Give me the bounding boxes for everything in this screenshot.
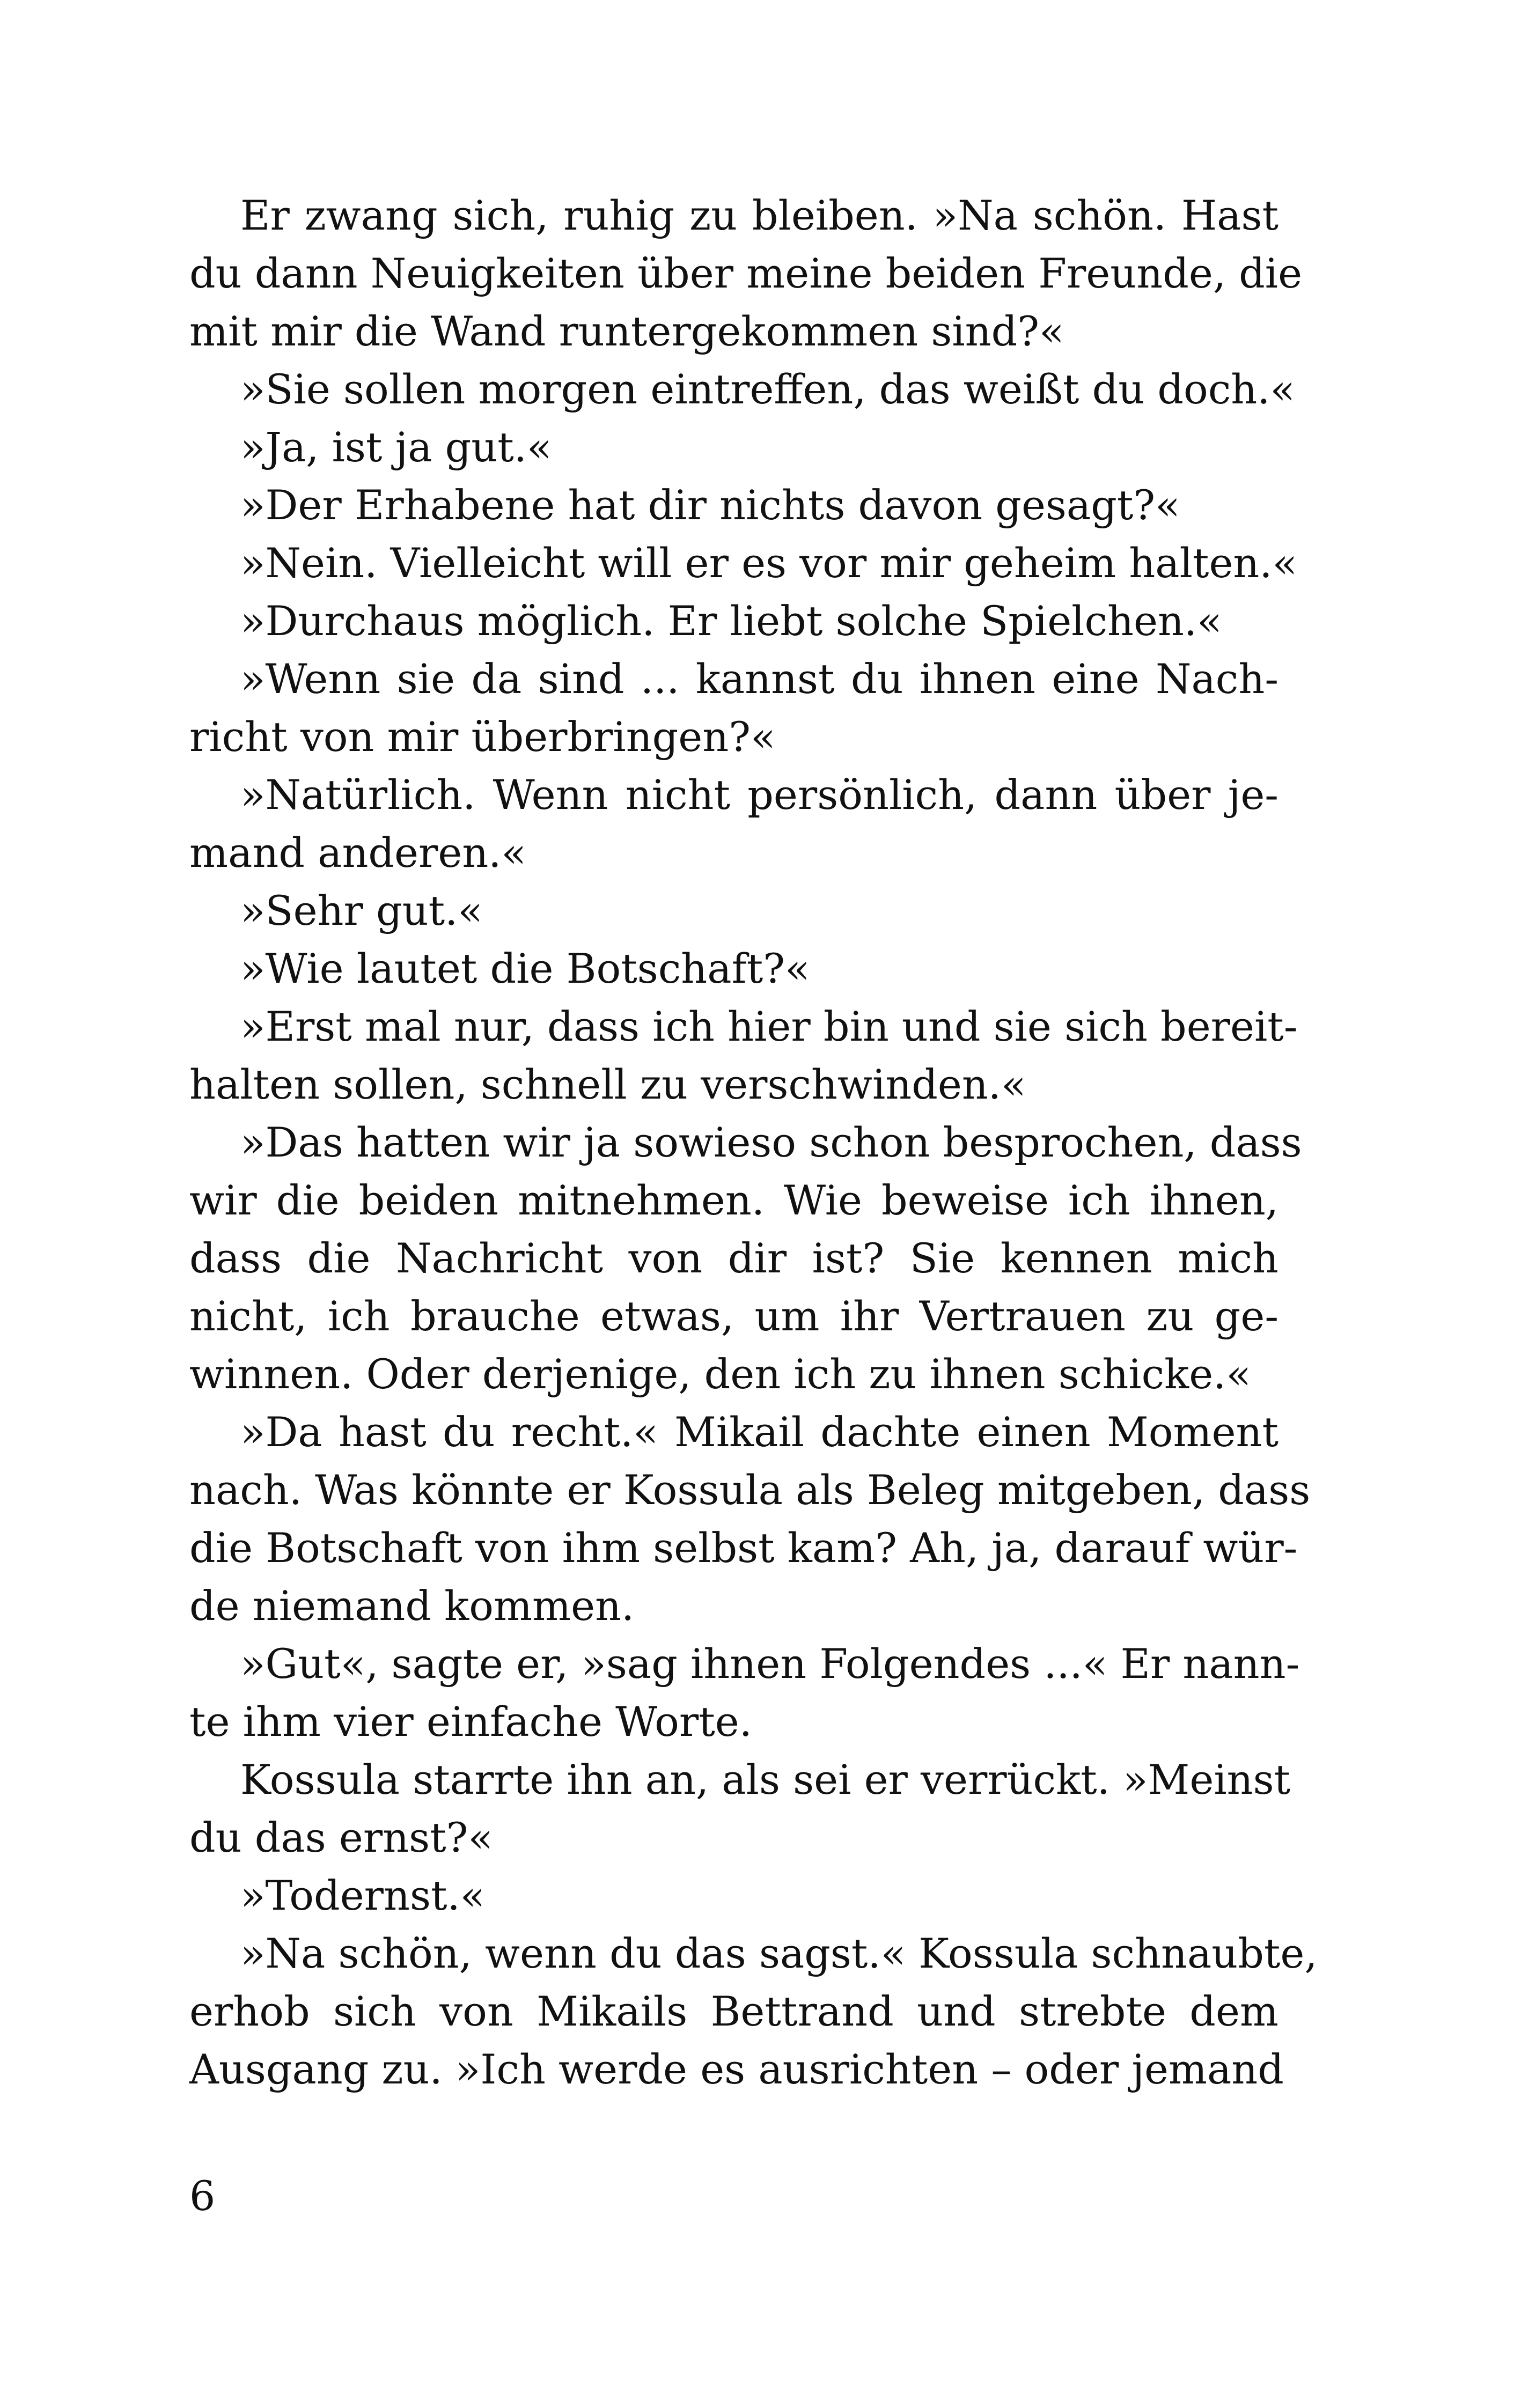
text-line: Ausgang zu. »Ich werde es ausrichten – oder jemand	[189, 2045, 1284, 2093]
text-line: »Ja, ist ja gut.«	[240, 423, 552, 471]
text-line: »Nein. Vielleicht will er es vor mir geheim halten.«	[240, 539, 1298, 587]
text-line: »Gut«, sagte er, »sag ihnen Folgendes ...« Er nann-	[240, 1640, 1300, 1688]
text-line: »Wie lautet die Botschaft?«	[240, 945, 810, 992]
text-line: »Der Erhabene hat dir nichts davon gesagt?«	[240, 481, 1180, 529]
text-line: nicht, ich brauche etwas, um ihr Vertrauen zu ge-	[189, 1292, 1278, 1340]
body-text	[189, 187, 1318, 2098]
text-line: »Natürlich. Wenn nicht persönlich, dann über je-	[240, 771, 1278, 819]
text-line: »Sie sollen morgen eintreffen, das weißt du doch.«	[240, 365, 1295, 413]
text-line: »Durchaus möglich. Er liebt solche Spielchen.«	[240, 597, 1222, 645]
text-line: »Das hatten wir ja sowieso schon besprochen, dass	[240, 1118, 1302, 1166]
text-line: te ihm vier einfache Worte.	[189, 1698, 752, 1746]
text-line: »Sehr gut.«	[240, 887, 483, 934]
text-line: »Da hast du recht.« Mikail dachte einen Moment	[240, 1408, 1278, 1456]
page-number: 6	[189, 2172, 216, 2220]
text-line: erhob sich von Mikails Bettrand und strebte dem	[189, 1987, 1278, 2035]
text-line: du das ernst?«	[189, 1814, 493, 1861]
text-line: »Erst mal nur, dass ich hier bin und sie sich bereit-	[240, 1003, 1298, 1050]
text-line: »Wenn sie da sind ... kannst du ihnen eine Nach-	[240, 655, 1278, 703]
text-line: »Na schön, wenn du das sagst.« Kossula schnaubte,	[240, 1930, 1318, 1977]
text-line: Er zwang sich, ruhig zu bleiben. »Na schön. Hast	[240, 192, 1278, 239]
text-line: du dann Neuigkeiten über meine beiden Freunde, die	[189, 249, 1303, 297]
text-line: Kossula starrte ihn an, als sei er verrückt. »Meinst	[240, 1756, 1291, 1803]
text-line: de niemand kommen.	[189, 1582, 635, 1630]
text-line: richt von mir überbringen?«	[189, 713, 776, 761]
text-line: mit mir die Wand runtergekommen sind?«	[189, 307, 1064, 355]
text-line: mand anderen.«	[189, 829, 526, 877]
text-line: wir die beiden mitnehmen. Wie beweise ich ihnen,	[189, 1176, 1278, 1224]
text-line: nach. Was könnte er Kossula als Beleg mitgeben, dass	[189, 1466, 1311, 1514]
text-line: halten sollen, schnell zu verschwinden.«	[189, 1061, 1026, 1108]
text-line: »Todernst.«	[240, 1872, 486, 1919]
text-line: die Botschaft von ihm selbst kam? Ah, ja, darauf wür-	[189, 1524, 1298, 1572]
text-line: dass die Nachricht von dir ist? Sie kennen mich	[189, 1234, 1278, 1282]
text-line: winnen. Oder derjenige, den ich zu ihnen schicke.«	[189, 1350, 1251, 1398]
